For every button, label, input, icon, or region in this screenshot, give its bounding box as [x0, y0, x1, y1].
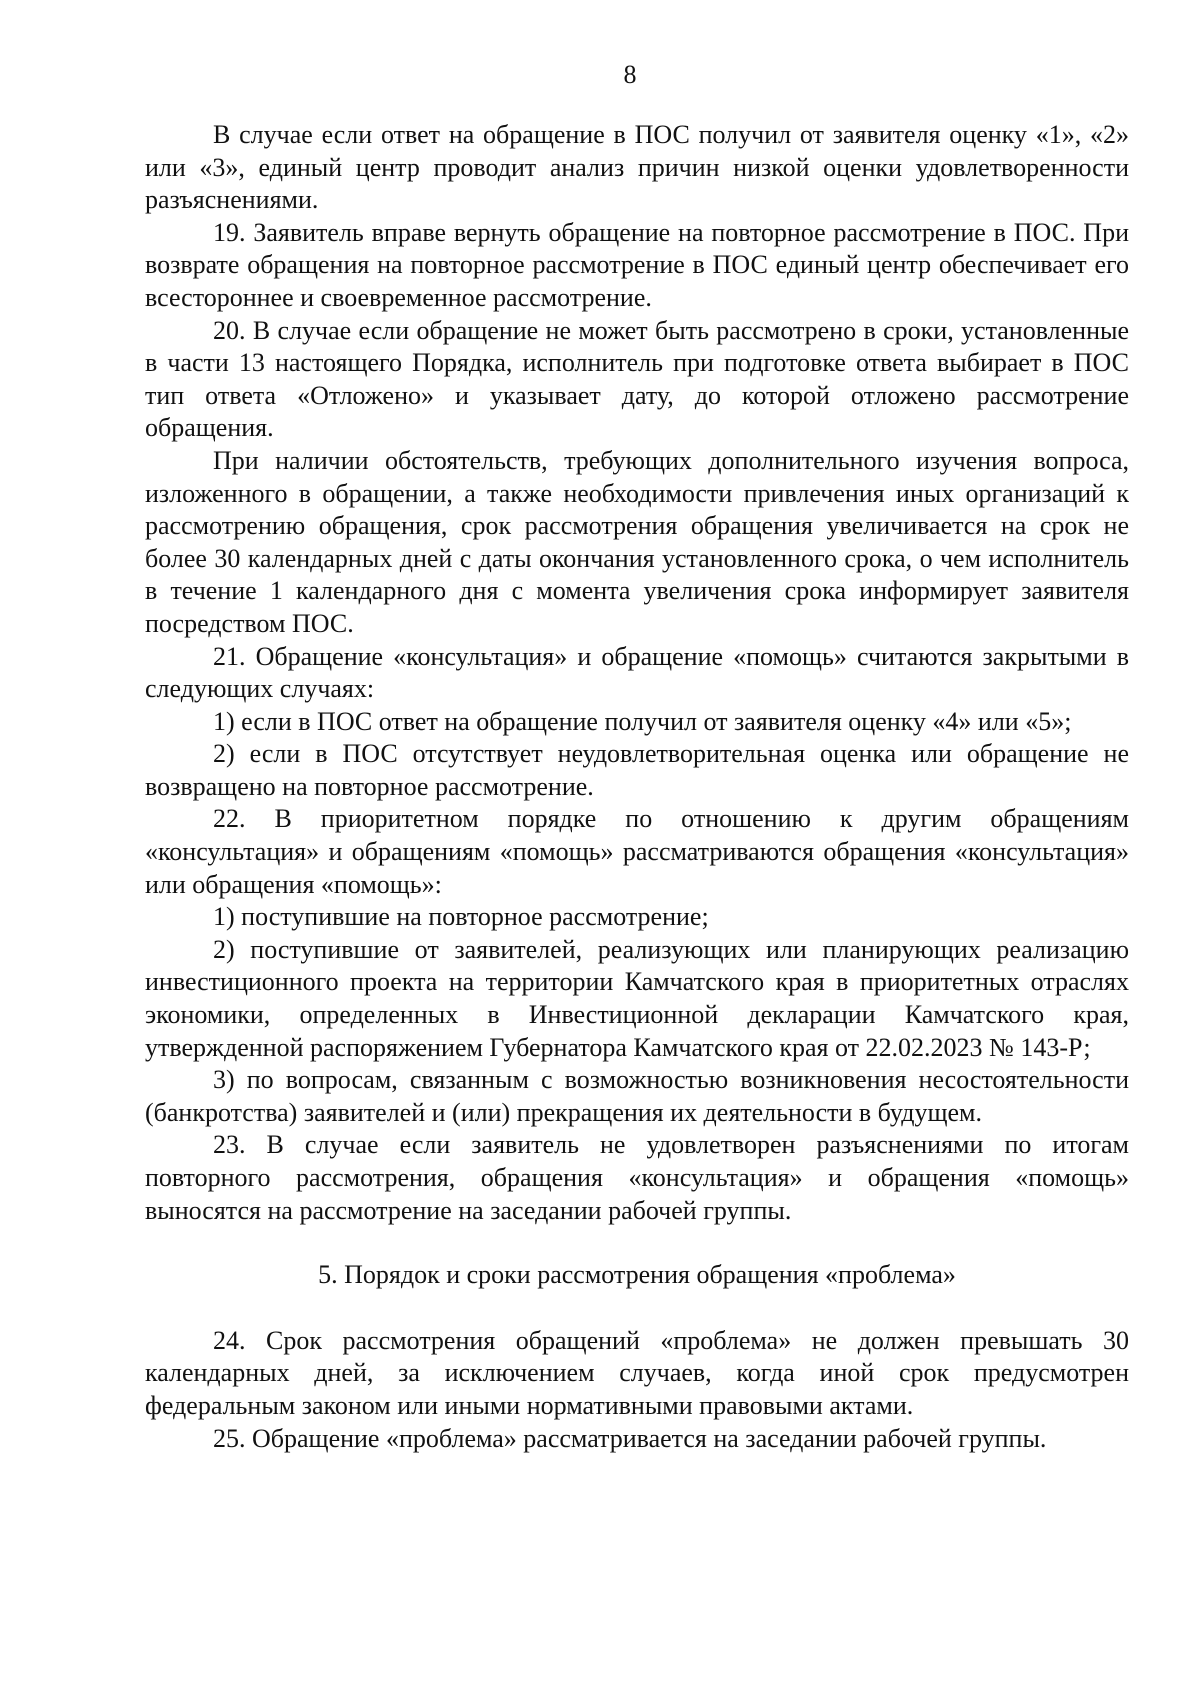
- paragraph-item-20: 20. В случае если обращение не может быть рассмотрено в сроки, установленные в части 13 настоящего Порядка, исполнитель при подготовке ответа выбирает в ПОС тип ответа «Отложено» и указывает дату, до которой отложено рассмотрение обращения.: [145, 315, 1129, 443]
- paragraph-item-21: 21. Обращение «консультация» и обращение «помощь» считаются закрытыми в следующих случаях:: [145, 641, 1129, 704]
- paragraph-item-23: 23. В случае если заявитель не удовлетворен разъяснениями по итогам повторного рассмотрения, обращения «консультация» и обращения «помощь» выносятся на рассмотрение на заседании рабочей группы.: [145, 1130, 1129, 1225]
- paragraph-item-24: 24. Срок рассмотрения обращений «проблема» не должен превышать 30 календарных дней, за исключением случаев, когда иной срок предусмотрен федеральным законом или иными нормативными правовыми актами.: [145, 1325, 1129, 1420]
- paragraph-item-19: 19. Заявитель вправе вернуть обращение на повторное рассмотрение в ПОС. При возврате обращения на повторное рассмотрение в ПОС единый центр обеспечивает его всестороннее и своевременное рассмотрение.: [145, 217, 1129, 312]
- list-item-22-3: 3) по вопросам, связанным с возможностью возникновения несостоятельности (банкротства) заявителей и (или) прекращения их деятельности в будущем.: [145, 1065, 1129, 1127]
- page-number: 8: [623, 60, 637, 89]
- paragraph-term-extension: При наличии обстоятельств, требующих дополнительного изучения вопроса, изложенного в обращении, а также необходимости привлечения иных организаций к рассмотрению обращения, срок рассмотрения обращения увеличивается на срок не более 30 календарных дней с даты окончания установленного срока, о чем исполнитель в течение 1 календарного дня с момента увеличения срока информирует заявителя посредством ПОС.: [145, 445, 1129, 638]
- paragraph-item-25: 25. Обращение «проблема» рассматривается на заседании рабочей группы.: [213, 1423, 1047, 1453]
- paragraph-low-rating-analysis: В случае если ответ на обращение в ПОС получил от заявителя оценку «1», «2» или «3», единый центр проводит анализ причин низкой оценки удовлетворенности разъяснениями.: [145, 120, 1129, 215]
- section-heading: 5. Порядок и сроки рассмотрения обращения «проблема»: [318, 1260, 956, 1290]
- list-item-21-1: 1) если в ПОС ответ на обращение получил от заявителя оценку «4» или «5»;: [213, 706, 1072, 736]
- list-item-22-1: 1) поступившие на повторное рассмотрение;: [213, 902, 709, 932]
- paragraph-item-22: 22. В приоритетном порядке по отношению к другим обращениям «консультация» и обращениям «помощь» рассматриваются обращения «консультация» или обращения «помощь»:: [145, 804, 1129, 899]
- list-item-21-2: 2) если в ПОС отсутствует неудовлетворительная оценка или обращение не возвращено на повторное рассмотрение.: [145, 739, 1129, 801]
- list-item-22-2: 2) поступившие от заявителей, реализующих или планирующих реализацию инвестиционного проекта на территории Камчатского края в приоритетных отраслях экономики, определенных в Инвестиционной декларации Камчатского края, утвержденной распоряжением Губернатора Камчатского края от 22.02.2023 № 143-Р;: [145, 934, 1129, 1062]
- document-body: [145, 119, 1129, 1455]
